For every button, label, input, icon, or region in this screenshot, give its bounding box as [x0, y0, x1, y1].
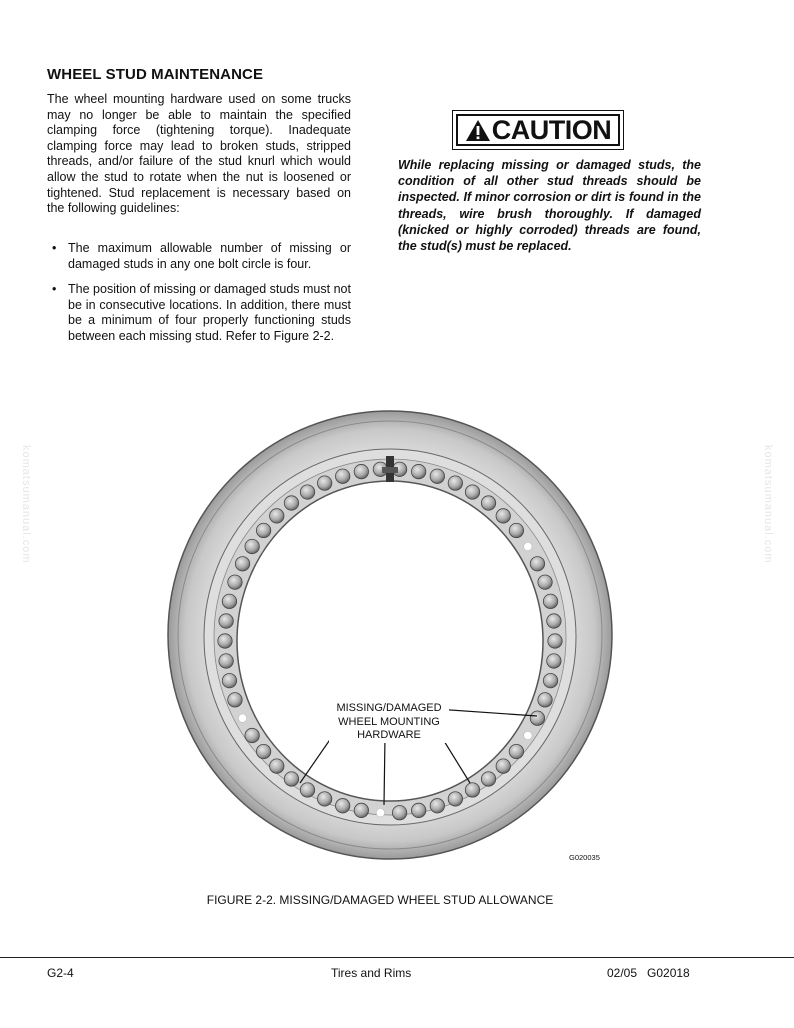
wheel-stud	[543, 594, 557, 608]
callout-line: WHEEL MOUNTING	[338, 715, 440, 728]
figure-id: G020035	[569, 853, 600, 862]
section-heading: WHEEL STUD MAINTENANCE	[47, 66, 264, 83]
footer-page-number: G2-4	[47, 966, 74, 980]
wheel-stud	[481, 496, 495, 510]
wheel-stud	[496, 759, 510, 773]
wheel-stud	[530, 557, 544, 571]
wheel-stud	[300, 783, 314, 797]
wheel-stud	[538, 693, 552, 707]
missing-stud	[524, 542, 532, 550]
guideline-text: The maximum allowable number of missing or damaged studs in any one bolt circle is four.	[68, 241, 351, 271]
wheel-stud	[411, 803, 425, 817]
wheel-stud	[481, 772, 495, 786]
callout-line: HARDWARE	[357, 729, 421, 741]
wheel-stud	[219, 654, 233, 668]
wheel-stud	[256, 523, 270, 537]
guideline-list	[47, 241, 351, 355]
footer-rule	[0, 957, 794, 958]
wheel-stud	[222, 594, 236, 608]
missing-hardware-callout	[329, 702, 449, 743]
wheel-stud	[284, 496, 298, 510]
intro-paragraph: The wheel mounting hardware used on some trucks may no longer be able to maintain the specified clamping force (tightening torque). Inadequate clamping force may lead to broken studs, stripped threads, and/or failure of the stud knurl which would allow the stud to rotate when the nut is loosened or tightened. Stud replacement is necessary based on the following guidelines:	[47, 92, 351, 216]
guideline-text: The position of missing or damaged studs must not be in consecutive locations. In addition, there must be a minimum of four properly functioning studs between each missing stud. Refer to Figure 2-2.	[68, 282, 351, 343]
wheel-stud	[547, 614, 561, 628]
guideline-item	[47, 282, 351, 344]
wheel-stud	[430, 799, 444, 813]
watermark-left: komatsumanual.com	[20, 445, 32, 564]
caution-text: While replacing missing or damaged studs, the condition of all other stud threads should be inspected. If minor corrosion or dirt is found in the threads, wire brush thoroughly. If damaged (knicked or highly corroded) threads are found, the stud(s) must be replaced.	[398, 158, 701, 254]
wheel-stud	[465, 485, 479, 499]
warning-triangle-icon	[465, 119, 491, 142]
bullet-dot: •	[52, 282, 57, 297]
wheel-stud	[245, 728, 259, 742]
wheel-stud	[509, 523, 523, 537]
wheel-center-opening	[237, 481, 543, 801]
footer-date-code: 02/05 G02018	[607, 966, 690, 980]
missing-stud	[524, 731, 532, 739]
wheel-figure	[160, 405, 620, 875]
wheel-stud	[245, 539, 259, 553]
wheel-stud	[465, 783, 479, 797]
wheel-stud	[392, 806, 406, 820]
wheel-stud	[228, 693, 242, 707]
wheel-stud	[335, 469, 349, 483]
wheel-stud	[256, 744, 270, 758]
wheel-stud	[222, 673, 236, 687]
wheel-stud	[411, 464, 425, 478]
caution-label: CAUTION	[491, 114, 612, 145]
wheel-stud	[509, 744, 523, 758]
wheel-stud	[448, 792, 462, 806]
wheel-stud	[548, 634, 562, 648]
wheel-stud	[547, 654, 561, 668]
wheel-stud	[219, 614, 233, 628]
guideline-item	[47, 241, 351, 272]
figure-caption: FIGURE 2-2. MISSING/DAMAGED WHEEL STUD ALLOWANCE	[206, 893, 554, 907]
wheel-stud	[530, 711, 544, 725]
wheel-stud	[538, 575, 552, 589]
wheel-stud	[354, 464, 368, 478]
wheel-stud	[543, 673, 557, 687]
wheel-stud	[270, 759, 284, 773]
wheel-stud	[270, 509, 284, 523]
wheel-stud	[218, 634, 232, 648]
wheel-stud	[284, 772, 298, 786]
watermark-right: komatsumanual.com	[762, 445, 774, 564]
wheel-stud	[354, 803, 368, 817]
wheel-stud	[448, 476, 462, 490]
wheel-stud	[228, 575, 242, 589]
wheel-stud	[496, 509, 510, 523]
wheel-stud	[235, 557, 249, 571]
wheel-stud	[335, 799, 349, 813]
caution-label-box	[452, 110, 624, 150]
wheel-stud	[317, 476, 331, 490]
callout-line: MISSING/DAMAGED	[336, 702, 442, 714]
bullet-dot: •	[52, 241, 57, 255]
wheel-stud	[300, 485, 314, 499]
footer-chapter: Tires and Rims	[331, 966, 412, 980]
missing-stud	[238, 714, 246, 722]
missing-stud	[376, 809, 384, 817]
wheel-stud	[430, 469, 444, 483]
wheel-stud	[317, 792, 331, 806]
